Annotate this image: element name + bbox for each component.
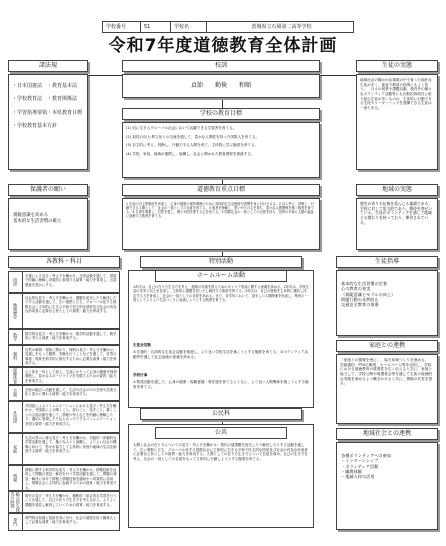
- laws-title: 諸法規: [8, 60, 88, 72]
- subject-row: [8, 271, 120, 293]
- guidance-title: 生徒指導: [336, 256, 438, 268]
- special-activities-title: 特別活動: [140, 256, 302, 268]
- school-name-value: 茨城県立石岡第二高等学校: [251, 23, 312, 30]
- law-item: ・学校教育法 ・教育関係法: [12, 96, 78, 103]
- goal-item: (3) 自主的に考え、判断し、行動できる人間を育て、主体的に学ぶ態度を育てる。: [126, 143, 259, 148]
- subject-row: [8, 329, 120, 345]
- local-reality-title: 地域の実態: [356, 184, 438, 196]
- parents-wish-title: 保護者の願い: [8, 184, 88, 196]
- subject-description: 外国語によるコミュニケーションにおける見方・考え方を働かせ、外国語による聞くこと、読むこと、話すこと、書くことの言語活動を通して、情報や考えなどを的確に理解したり、適切に表現したり伝え合ったりするコミュニケーションを図る資質・能力を育成する。: [25, 404, 117, 426]
- subject-name: 理科: [9, 346, 23, 366]
- law-item: ・学習指導要領・本県教育目標: [12, 109, 83, 116]
- subject-name: 国語: [9, 272, 23, 292]
- subject-description: 生活の営みに係る見方・考え方を働かせ、実践的・体験的な学習活動を通して、様々な人々と協働し、よりよい社会の構築に向けて、男女が協力して主体的に家庭や地域の生活を創造する資質・能力を育成する。: [25, 436, 117, 454]
- family-link-title: 家庭との連携: [336, 340, 438, 352]
- subject-description: 数学的な見方・考え方を働かせ、数学的活動を通して、数学的に考える資質・能力を育成する。: [25, 332, 117, 341]
- laws-box: [8, 74, 88, 170]
- connector-left: [88, 75, 122, 76]
- subject-name: 家庭: [9, 434, 23, 464]
- subject-name: 数学: [9, 330, 23, 344]
- subject-name: 総合的な探究の時間: [9, 492, 23, 512]
- family-link-text: 「家庭との情報を密に」、協力体制づくりを進める。 学級通信、PTA広報紙、ホームページ等を活用し、学校における道徳教育の重要性を広く伝えると共に、家庭と協力して、学校公開や保護者会等を通して生徒の道徳的な実践を深めるよう働きかけると共に、情報の共有を図る。: [336, 354, 438, 424]
- civics-title: 公民科: [140, 408, 302, 420]
- page-title: 令和7年度道徳教育全体計画: [108, 36, 338, 56]
- subject-description: 社会的な見方・考え方を働かせ、課題を追究したり解決したりする活動を通して、広い視野に立ち、グローバル化する国際社会に主体的に生きる平和で民主的な国家及び社会の有為な形成者に必要な公民としての資質・能力を育成する。: [25, 296, 117, 314]
- subject-row: [8, 345, 120, 367]
- community-link-title: 地域社会との連携: [336, 428, 438, 440]
- subject-name: 外国語: [9, 402, 23, 432]
- subject-description: 専門的な知識と技術を身に付け、社会の発展を担う職業人として必要な資質・能力を育成する。: [25, 516, 117, 525]
- subject-description: 自然の事物・現象に関わり、理科の見方・考え方を働かせ、見通しをもって観察、実験を行うことなどを通して、自然の事物・現象を科学的に探究するために必要な資質・能力を育成する。: [25, 348, 117, 366]
- subject-description: 探究の見方・考え方を働かせ、横断的・総合的な学習を行うことを通して、自己の在り方生き方を考えながら、よりよく課題を発見し解決していくための資質・能力を育成する。: [25, 494, 117, 507]
- student-reality-title: 生徒の実態: [356, 60, 438, 72]
- subject-name: 情報: [9, 466, 23, 490]
- school-name-label: 学校名: [171, 22, 207, 32]
- subject-row: [8, 433, 120, 465]
- student-council-label: 生徒会活動: [133, 343, 151, 347]
- homeroom-title: ホームルーム活動: [155, 270, 287, 282]
- subject-description: 芸術の幅広い活動を通して、生活や社会の中の芸術や芸術文化と豊かに関わる資質・能力を育成する。: [25, 388, 117, 397]
- goal-item: (2) 知性の向上:異文化との交流を通して、豊かな人間性を持った国際人を育てる。: [126, 134, 260, 139]
- subject-row: [8, 401, 120, 433]
- guidance-text: 基本的な生活習慣の定着 心の教育の充実 （規範意識とモラルの向上） 問題行動の未然防止 交通安全教育の推進: [336, 270, 438, 336]
- school-number-value: 51: [141, 22, 171, 32]
- civics-subtitle: 公共: [155, 427, 287, 439]
- civics-text: 人間と社会の在り方についての見方・考え方を働かせ、現代の諸課題を追究したり解決したりする活動を通して、広い視野に立ち、グローバル化する国際社会に主体的に生きる平和で民主的な国家及び社会の有為な形成者に必要な公民としての資質・能力を育成する。人間としての在り方生き方について自覚を深め、自己の生き方を考え、社会の一員としての自覚をもって主体的に行動しようとする態度を育てる。: [133, 443, 308, 461]
- subject-row: [8, 491, 120, 513]
- goal-item: (4) 学校、家庭、地域が連携し、協働し、社会に開かれた教育課程を推進する。: [126, 152, 255, 157]
- subject-row: [8, 293, 120, 329]
- school-header: [102, 21, 354, 33]
- school-goal-box: [122, 122, 320, 178]
- school-events-text: ①集団活動を通して、心身の健康・規範意識・責任感を育てるとともに、より良い人間関係を築こうとする態度を育てる。: [133, 380, 309, 389]
- moral-focus-title: 道徳教育重点目標: [122, 184, 320, 196]
- community-link-text: 各種ボランティアへの参加 ・インターンシップ ・ボランティア活動 ・職場体験 ・地域人材の活用: [336, 442, 438, 530]
- local-reality-text: 歴史がありお伝統を重んじる地域である。 学校に対して協力的であり、期待を寄せいている。生徒がボランティアを通して地域との関わりを持っており、期待されている。: [356, 198, 438, 250]
- subject-row: [8, 513, 120, 531]
- goal-item: (1) 信に生きるグローバル社会において活躍できる学習者を育てる。: [126, 126, 237, 130]
- law-item: ・日本国憲法 ・教育基本法: [12, 83, 78, 89]
- homeroom-text: 1年次は、自己の在り方生き方を考え、進路の実現を図るためのキャリア形成に関する意識を高める。2年次は、学校生活の充実と向上を目指し、主体的に課題を見いだし解決する態度を育てる。3年次は、自己の進路を主体的に選択し決定する力を育成し、社会の一員としての自覚を高める。また、各学年において、望ましい人間関係を形成し、集団の一員としてよりよい生活づくりに参画しようとする態度を育てる。: [133, 285, 309, 302]
- student-reality-text: 地域社会の陽かかな環境の中で育った純朴な生徒が多く、素直で教員の指導にもよく従う。 日々の授業や課題活動、校内外の様々なボランティア活動等にも比較的真面目に取り組む生徒が多いものの、主体的に行動できる生徒やリーダーシップを発揮できる生徒は一部である。: [356, 74, 438, 170]
- subjects-title: 各教科・科目: [8, 256, 120, 268]
- school-number-label: 学校番号: [103, 22, 141, 32]
- subject-description: 情報に関する科学的な見方・考え方を働かせ、情報技術を活用して問題の発見・解決を行う学習活動を通して、問題の発見・解決に向けて情報と情報技術を適切かつ効果的に活用し、情報社会に主体的に参画するための資質・能力を育成する。: [25, 468, 117, 490]
- subject-name: 地理歴史: [9, 294, 23, 328]
- subject-description: 心と体を一体として捉え、生涯にわたって心身の健康を保持増進し、豊かなスポーツライフを実現するための資質・能力を育成する。: [25, 370, 117, 383]
- subject-row: [8, 367, 120, 385]
- subject-name: 芸術: [9, 386, 23, 400]
- subject-row: [8, 465, 120, 491]
- motto-values: 貞節 勤倹 和順: [122, 74, 320, 98]
- connector-right: [320, 75, 356, 76]
- motto-title: 校訓: [122, 60, 320, 72]
- moral-focus-text: 1 生徒の自主的態度を育成し、心身の健康の保持増進のために具体的な生活態度や習慣を身に付けさせる。2 自ら考え、判断し、行動できる人間として、社会の一員としての自覚を育てる。3 他者を理解し、思いやりの心を持ち、豊かな人間関係を築く態度を育てる。4 生命を尊重し、自然を愛し、郷土や国を愛する心を育てる。5 国際社会の一員としての自覚を持ち、世界の平和と人類の福祉に貢献する態度を育てる。: [122, 198, 320, 250]
- school-events-label: 学校行事: [133, 373, 148, 377]
- subject-row: [8, 385, 120, 401]
- civics-box: [128, 424, 314, 528]
- student-council-text: ①自発的・自治的な生徒会活動を推進し、より良い学校生活を築こうとする態度を育てる。②ボランティア活動等を通して社会参画の意識を高める。: [133, 350, 309, 359]
- school-goal-title: 学校の教育目標: [122, 108, 320, 120]
- special-activities-box: [128, 270, 314, 408]
- parents-wish-text: 規範意識を高める 基本的な生活習慣の確立: [8, 198, 88, 250]
- law-item: ・学校教育基本方針: [12, 122, 58, 129]
- subject-name: 専門: [9, 514, 23, 530]
- subject-name: 保健体育: [9, 368, 23, 384]
- subject-description: 言葉による見方・考え方を働かせ、言語活動を通して、国語で的確に理解し効果的に表現する資質・能力を育成し、言語感覚を豊かにする。: [25, 274, 117, 287]
